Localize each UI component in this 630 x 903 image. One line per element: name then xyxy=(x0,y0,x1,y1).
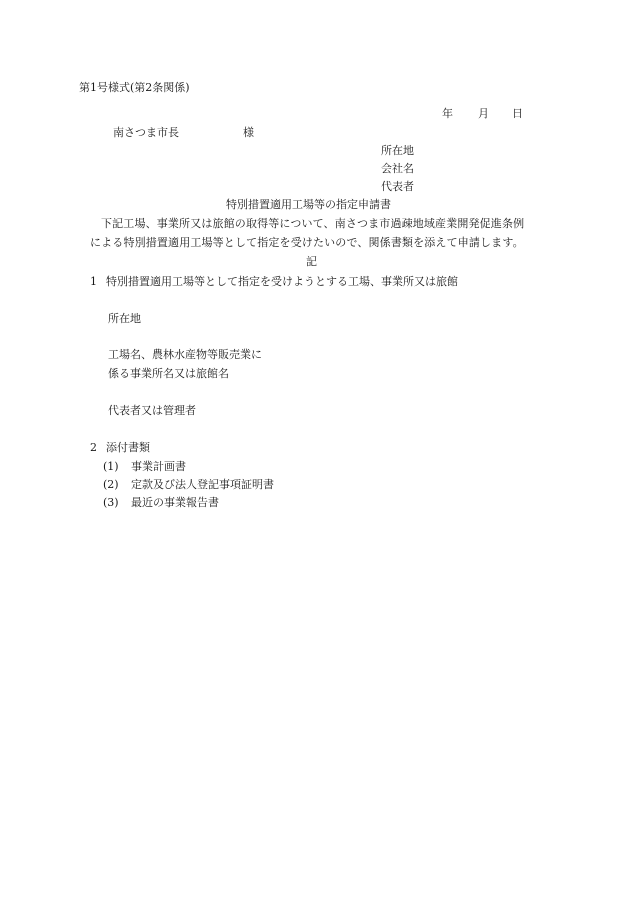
body-line-2: による特別措置適用工場等として指定を受けたいので、関係書類を添えて申請します。 xyxy=(90,236,524,249)
applicant-company-label: 会社名 xyxy=(381,162,414,175)
section1-address-label: 所在地 xyxy=(108,312,141,325)
addressee-name: 南さつま市長 xyxy=(113,126,179,139)
body-line-1: 下記工場、事業所又は旅館の取得等について、南さつま市過疎地域産業開発促進条例 xyxy=(101,217,525,230)
section1-number: 1 xyxy=(90,275,97,288)
date-month: 月 xyxy=(478,107,489,120)
attachment-item-1-text: 事業計画書 xyxy=(131,460,186,473)
ki-mark: 記 xyxy=(306,255,317,268)
form-number: 第1号様式(第2条関係) xyxy=(79,81,190,94)
attachment-item-3-text: 最近の事業報告書 xyxy=(131,496,219,509)
applicant-address-label: 所在地 xyxy=(381,144,414,157)
date-day: 日 xyxy=(512,107,523,120)
attachment-item-1-number: (1) xyxy=(103,460,119,473)
attachment-item-3-number: (3) xyxy=(103,496,119,509)
attachment-item-2-number: (2) xyxy=(103,478,119,491)
section1-factory-name-line1: 工場名、農林水産物等販売業に xyxy=(108,348,262,361)
addressee-honorific: 様 xyxy=(243,126,254,139)
applicant-representative-label: 代表者 xyxy=(381,180,414,193)
date-year: 年 xyxy=(442,107,453,120)
section1-manager-label: 代表者又は管理者 xyxy=(108,404,196,417)
section1-factory-name-line2: 係る事業所名又は旅館名 xyxy=(108,367,229,380)
section2-number: 2 xyxy=(90,441,97,454)
attachment-item-2-text: 定款及び法人登記事項証明書 xyxy=(131,478,274,491)
section1-heading: 特別措置適用工場等として指定を受けようとする工場、事業所又は旅館 xyxy=(106,275,458,288)
document-title: 特別措置適用工場等の指定申請書 xyxy=(226,198,391,211)
section2-heading: 添付書類 xyxy=(106,441,150,454)
